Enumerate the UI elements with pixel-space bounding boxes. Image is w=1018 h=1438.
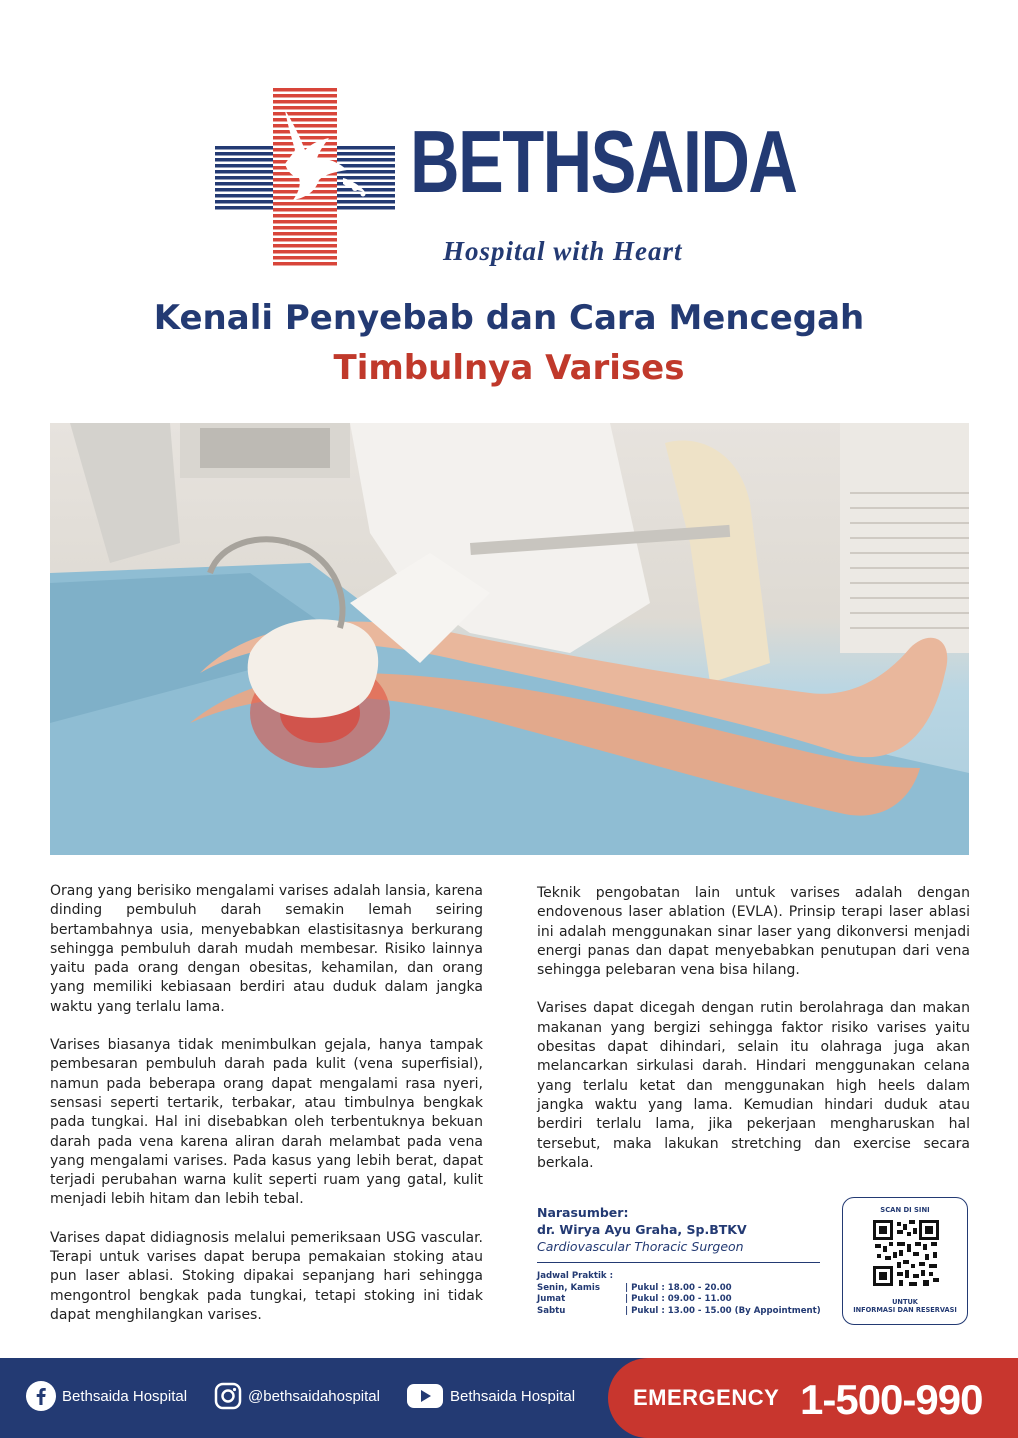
- facebook-label: Bethsaida Hospital: [62, 1387, 188, 1405]
- schedule-time: | Pukul : 18.00 - 20.00: [625, 1282, 732, 1293]
- article-paragraph: Varises dapat dicegah dengan rutin berolahraga dan makan makanan yang bergizi sehingga faktor risiko varises yaitu obesitas dapat dihindari, selain itu olahraga juga akan melancarkan sirkulasi darah. Hindari menggunakan celana yang terlalu ketat dan menggunakan high heels dalam jangka waktu yang lama. Kemudian hindari duduk atau berdiri terlalu lama, jika pekerjaan mengharuskan hal tersebut, maka lakukan stretching dan exercise secara berkala.: [537, 1000, 970, 1171]
- schedule-day: Sabtu: [537, 1305, 566, 1316]
- qr-bottom-label: [843, 1298, 967, 1314]
- doctor-name: dr. Wirya Ayu Graha, Sp.BTKV: [537, 1222, 747, 1237]
- doctor-role: Cardiovascular Thoracic Surgeon: [537, 1239, 744, 1254]
- instagram-link[interactable]: [214, 1380, 380, 1412]
- qr-bottom-line-2: INFORMASI DAN RESERVASI: [853, 1306, 957, 1314]
- schedule-row: [537, 1283, 822, 1295]
- article-right-column: [537, 884, 970, 1192]
- schedule-row: [537, 1306, 822, 1318]
- article-paragraph: Teknik pengobatan lain untuk varises adalah dengan endovenous laser ablation (EVLA). Prinsip terapi laser ablasi ini adalah menggunakan sinar laser yang dikonversi menjadi energi panas dan dapat menyebabkan penutupan dari vena sehingga pelebaran vena bisa hilang.: [537, 885, 970, 979]
- schedule: [537, 1271, 822, 1317]
- article-paragraph: Orang yang berisiko mengalami varises adalah lansia, karena dinding pembuluh darah semakin lemah seiring bertambahnya usia, menyebabkan elastisitasnya berkurang sehingga pembuluh darah mudah membesar. Risiko lainnya yaitu pada orang dengan obesitas, kehamilan, dan orang yang memiliki kebiasaan berdiri atau duduk dalam jangka waktu yang terlalu lama.: [50, 883, 483, 1015]
- qr-code-icon[interactable]: [873, 1220, 939, 1286]
- qr-top-label: SCAN DI SINI: [880, 1206, 930, 1214]
- cross-with-dove-icon: [215, 88, 395, 268]
- facebook-link[interactable]: [26, 1380, 187, 1412]
- youtube-label: Bethsaida Hospital: [450, 1387, 576, 1405]
- article-paragraph: Varises dapat didiagnosis melalui pemeriksaan USG vascular. Terapi untuk varises dapat berupa pemakaian stoking atau pun laser ablasi. Stoking dipakai sepanjang hari sehingga mengontrol bengkak pada tungkai, tetapi stoking ini tidak dapat menghilangkan varises.: [50, 1229, 483, 1323]
- source-block: [537, 1205, 822, 1317]
- qr-bottom-line-1: UNTUK: [892, 1298, 918, 1306]
- youtube-icon: [406, 1382, 444, 1410]
- brand-name: BETHSAIDA: [410, 112, 797, 211]
- headline-line-1: Kenali Penyebab dan Cara Mencegah: [153, 298, 865, 338]
- youtube-link[interactable]: [406, 1380, 575, 1412]
- schedule-time: | Pukul : 09.00 - 11.00: [625, 1294, 732, 1304]
- article-left-column: [50, 882, 483, 1344]
- schedule-day: Jumat: [537, 1294, 566, 1304]
- emergency-label: EMERGENCY: [633, 1385, 780, 1410]
- doctor-ultrasound-leg-photo: [50, 423, 969, 855]
- headline-line-2: Timbulnya Varises: [333, 348, 685, 388]
- source-label: Narasumber:: [537, 1205, 629, 1220]
- schedule-row: [537, 1294, 822, 1306]
- brand-tagline: Hospital with Heart: [443, 236, 683, 266]
- schedule-day: Senin, Kamis: [537, 1282, 600, 1293]
- qr-card[interactable]: [842, 1197, 968, 1325]
- article-paragraph: Varises biasanya tidak menimbulkan gejala, hanya tampak pembesaran pembuluh darah pada kulit (vena superfisial), namun pada beberapa orang dapat mengalami rasa nyeri, sensasi seperti tertarik, terbakar, atau timbulnya bengkak pada tungkai. Hal ini disebabkan oleh terbentuknya bekuan darah pada vena karena aliran darah melambat pada vena yang mengalami varises. Pada kasus yang lebih berat, dapat terjadi perubahan warna kulit seperti ruam yang gatal, kulit menjadi lebih hitam dan lebih tebal.: [50, 1037, 483, 1208]
- divider: [537, 1262, 820, 1263]
- schedule-time: | Pukul : 13.00 - 15.00 (By Appointment): [625, 1305, 821, 1316]
- schedule-title: Jadwal Praktik :: [537, 1271, 614, 1281]
- facebook-icon: [26, 1381, 56, 1411]
- hospital-logo: [215, 88, 815, 268]
- instagram-icon: [214, 1382, 242, 1410]
- emergency-number[interactable]: 1-500-990: [800, 1376, 983, 1423]
- instagram-label: @bethsaidahospital: [248, 1387, 380, 1405]
